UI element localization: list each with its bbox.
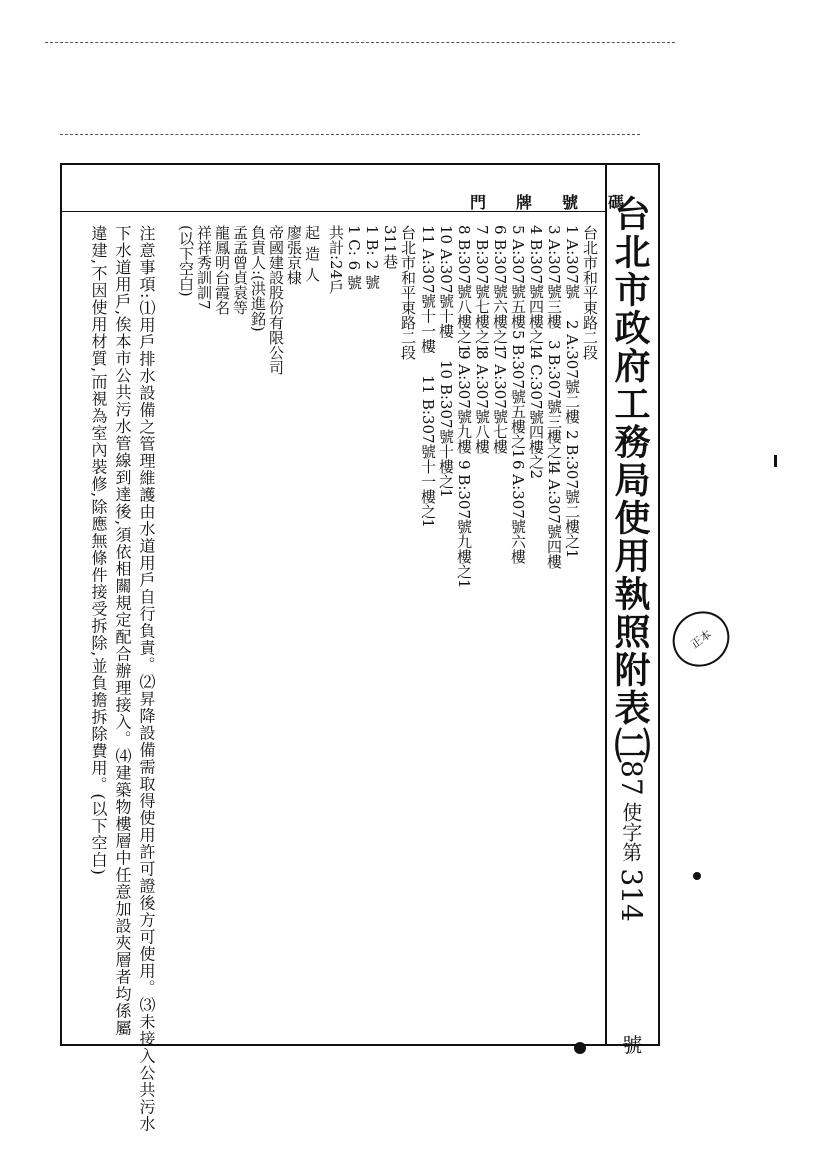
permit-year: 87: [614, 760, 648, 796]
address-heading: 台北市和平東路二段: [399, 225, 417, 360]
permit-type: 使字第: [618, 802, 643, 862]
builders-heading: 起造人: [303, 225, 321, 288]
scan-line-mid: [60, 134, 640, 135]
address-line: 8 B:307號八樓之1: [455, 225, 473, 354]
address-line: 7 A:307號七樓: [491, 350, 509, 454]
address-line: 5 B:307號五樓之1: [509, 330, 527, 459]
address-total: 共計:24戶: [327, 225, 345, 295]
builder-line: 孟孟曾貞袁等: [231, 225, 249, 315]
form-title-text: 台北市政府工務局使用執照附表: [609, 195, 651, 727]
address-line: 10 A:307號十樓: [437, 225, 455, 339]
permit-number-value: 314: [614, 868, 648, 922]
builder-line: 龍鳳明台霞名: [213, 225, 231, 315]
builder-line: 祥祥秀訓訓7: [195, 225, 213, 310]
builder-line: 負責人:(洪進銘): [249, 225, 267, 332]
address-line: 7 B:307號七樓之1: [473, 225, 491, 354]
address-line: 2 B:307號二樓之1: [563, 430, 581, 559]
stamp-text: 正本: [688, 627, 715, 652]
address-line: 3 B:307號三樓之1: [545, 340, 563, 469]
address-line: 6 B:307號六樓之1: [491, 225, 509, 354]
address-line: 2 A:307號二樓: [563, 320, 581, 424]
address-line: 5 A:307號五樓: [509, 225, 527, 329]
address-lane: 311巷: [381, 225, 399, 269]
address-line: 8 A:307號八樓: [473, 350, 491, 454]
note-line: 注意事項:⑴用戶排水設備之管理維護由水道用戶自行負責。⑵昇降設備需取得使用許可證後方可使用。⑶未接入公共污水: [137, 225, 156, 1133]
address-heading: 台北市和平東路二段: [581, 225, 599, 360]
form-title: [609, 195, 651, 765]
address-line: 4 A:307號四樓: [545, 465, 563, 569]
builder-line: (以下空白): [177, 225, 195, 297]
scan-mark: [774, 455, 777, 467]
form-title-suffix: ㈡: [609, 727, 651, 765]
column-header: 門牌號碼: [470, 193, 655, 212]
address-line: 3 A:307號三樓: [545, 225, 563, 329]
scan-line-top: [45, 42, 675, 43]
address-line: 11 B:307號十一樓之1: [419, 375, 437, 529]
address-line: 4 C:307號四樓之2: [527, 350, 545, 480]
address-line: 4 B:307號四樓之1: [527, 225, 545, 354]
address-line: 9 A:307號九樓: [455, 350, 473, 454]
permit-number: [615, 760, 646, 1055]
address-line: 1 C: 6 號: [345, 225, 363, 290]
address-line: 6 A:307號六樓: [509, 460, 527, 564]
note-line: 違建,不因使用材質,而視為室內裝修,除應無條件接受拆除,並負擔拆除費用。(以下空白): [89, 225, 108, 876]
address-line: 10 B:307號十樓之1: [437, 360, 455, 499]
address-line: 1 B: 2 號: [363, 225, 381, 290]
builder-line: 廖張京棣: [285, 225, 303, 285]
address-line: 9 B:307號九樓之1: [455, 460, 473, 589]
ink-blot: [574, 1042, 586, 1054]
permit-suffix: 號: [618, 1034, 643, 1055]
builder-line: 帝國建設股份有限公司: [267, 225, 285, 375]
title-divider: [605, 163, 607, 1046]
note-line: 下水道用戶,俟本市公共污水管線到達後,須依相關規定配合辦理接入。⑷建築物樓層中任意加設夾層者均係屬: [113, 225, 132, 1037]
address-line: 11 A:307號十一樓: [419, 225, 437, 354]
ink-blot: [693, 872, 701, 880]
address-line: 1 A:307號: [563, 225, 581, 299]
approval-stamp: [662, 600, 740, 678]
